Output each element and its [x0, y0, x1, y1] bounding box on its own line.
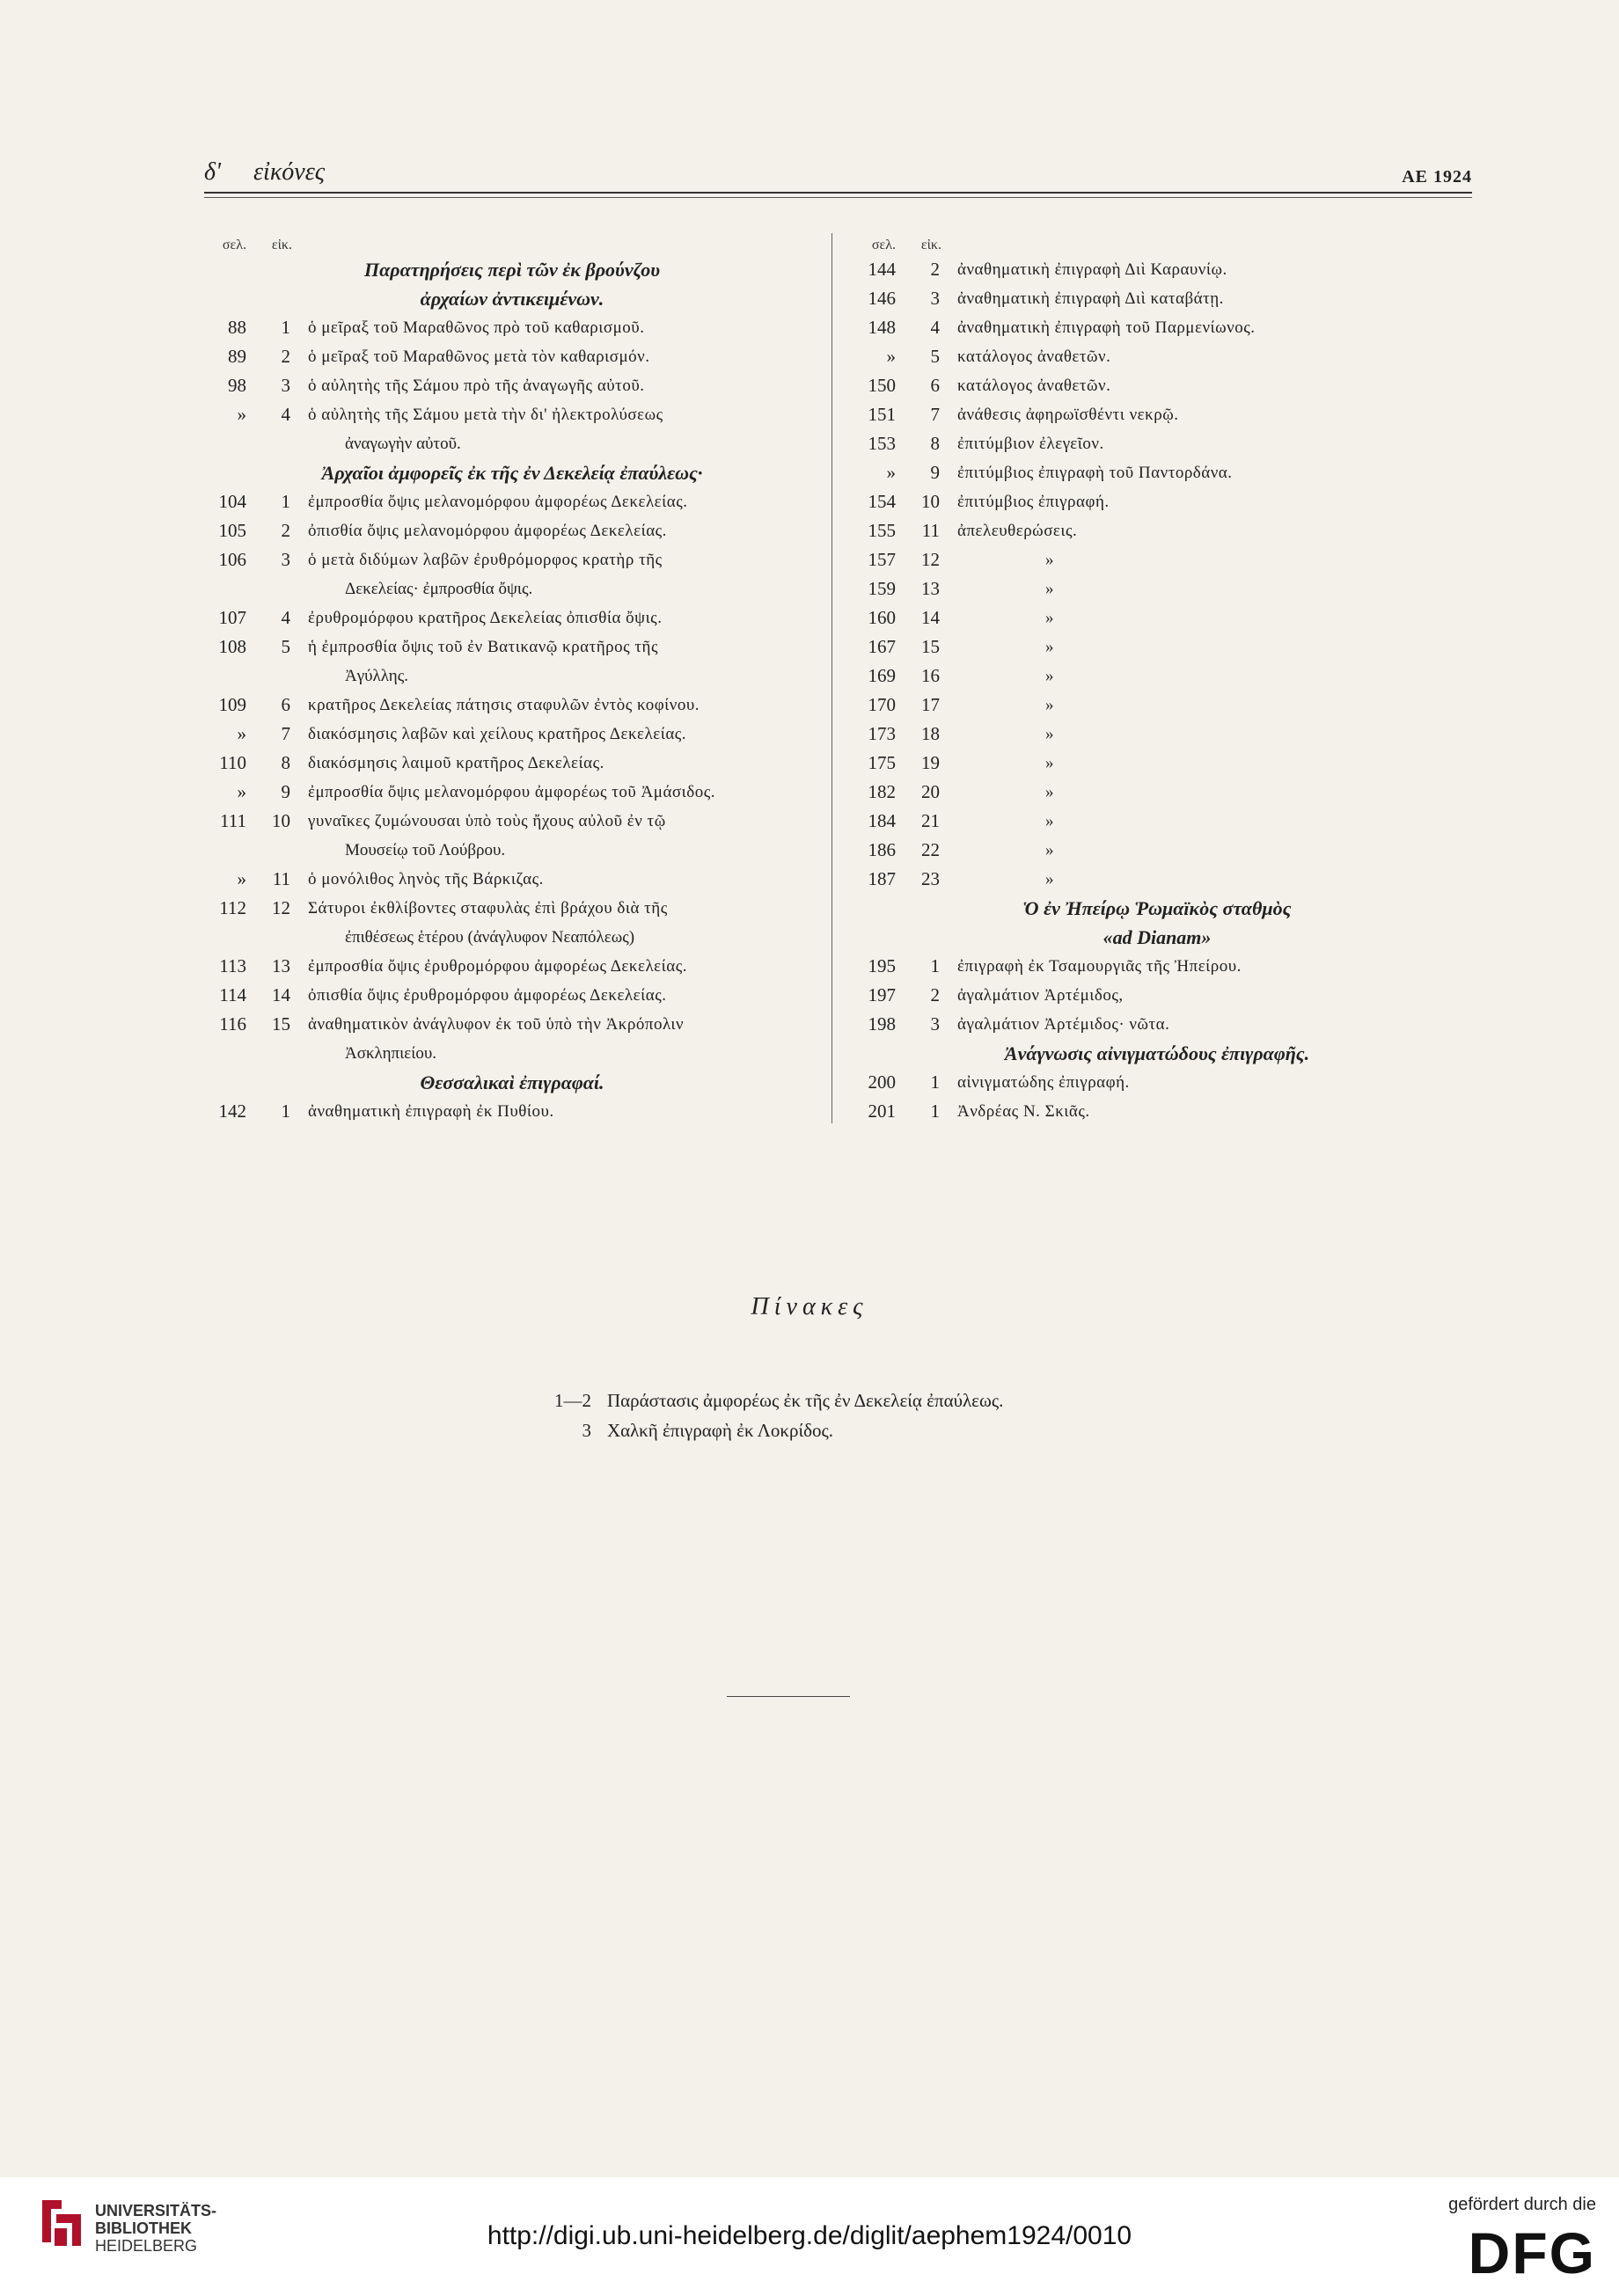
- entry-page: 109: [218, 694, 246, 715]
- entry-text: ἐπιτύμβιος ἐπιγραφὴ τοῦ Παντορδάνα.: [957, 464, 1233, 482]
- entry-page: 157: [868, 549, 896, 570]
- entry-text: »: [1045, 841, 1054, 859]
- entry-figure-number: 12: [272, 897, 290, 918]
- entry-figure-number: 13: [272, 955, 290, 976]
- header-page: σελ.: [222, 238, 246, 252]
- entry-text: ἀγαλμάτιον Ἀρτέμιδος· νῶτα.: [957, 1015, 1170, 1034]
- entry-page: »: [237, 781, 246, 802]
- entry-text: ἀναθηματικὴ ἐπιγραφὴ Διὶ καταβάτῃ.: [957, 289, 1224, 308]
- entry-text: »: [1045, 638, 1054, 656]
- entry-text: ὁ μετὰ διδύμων λαβῶν ἐρυθρόμορφος κρατὴρ τῆς: [308, 551, 663, 569]
- entry-figure-number: 5: [930, 346, 940, 367]
- entry-text: γυναῖκες ζυμώνουσαι ὑπὸ τοὺς ἤχους αὐλοῦ ἐν τῷ: [308, 812, 666, 830]
- entry-text: ἀναθηματικὴ ἐπιγραφὴ ἐκ Πυθίου.: [308, 1102, 554, 1121]
- entry-page: »: [237, 404, 246, 425]
- entry-figure-number: 2: [930, 984, 940, 1005]
- index-entry: [853, 429, 1461, 458]
- entry-figure-number: 1: [930, 955, 940, 976]
- entry-text: κρατῆρος Δεκελείας πάτησις σταφυλῶν ἐντὸς κοφίνου.: [308, 696, 700, 714]
- plate-entry: [538, 1386, 1003, 1415]
- entry-figure-number: 11: [921, 520, 940, 541]
- index-entry: [204, 778, 820, 807]
- entry-continuation: Ἀσκληπιείου.: [345, 1044, 436, 1063]
- entry-figure-number: 2: [930, 259, 940, 280]
- entry-figure-number: 7: [281, 723, 290, 744]
- entry-figure-number: 8: [281, 752, 290, 773]
- index-entry: [204, 807, 820, 836]
- entry-figure-number: 19: [921, 752, 940, 773]
- entry-text: »: [1045, 783, 1054, 801]
- section-heading-cont: «ad Dianam»: [1103, 926, 1212, 948]
- entry-page: 112: [219, 897, 246, 918]
- entry-text: »: [1045, 725, 1054, 743]
- entry-figure-number: 5: [281, 636, 290, 657]
- index-entry: [204, 516, 820, 545]
- entry-text: ὀπισθία ὄψις ἐρυθρομόρφου ἀμφορέως Δεκελείας.: [308, 986, 667, 1005]
- entry-figure-number: 1: [930, 1100, 940, 1122]
- entry-text: ἐπιτύμβιον ἐλεγεῖον.: [957, 435, 1104, 453]
- index-entry: [853, 458, 1461, 487]
- entry-text: ἐμπροσθία ὄψις μελανομόρφου ἀμφορέως Δεκελείας.: [308, 493, 688, 511]
- entry-page: 169: [868, 665, 896, 686]
- plate-number: 3: [582, 1420, 591, 1441]
- entry-figure-number: 2: [281, 520, 290, 541]
- entry-figure-number: 4: [281, 607, 290, 628]
- section-heading: Παρατηρήσεις περὶ τῶν ἐκ βρούνζου: [364, 259, 660, 281]
- entry-page: 170: [868, 694, 896, 715]
- index-entry: [204, 1010, 820, 1039]
- entry-page: 108: [218, 636, 246, 657]
- index-entry: [204, 720, 820, 749]
- index-entry: [853, 778, 1461, 807]
- index-entry: [853, 632, 1461, 662]
- entry-page: 197: [868, 984, 896, 1005]
- entry-page: 184: [868, 810, 896, 831]
- entry-page: »: [237, 723, 246, 744]
- entry-text: »: [1045, 667, 1054, 685]
- index-entry: [204, 632, 820, 662]
- entry-figure-number: 21: [921, 810, 940, 831]
- left-column: [204, 236, 820, 1126]
- entry-figure-number: 20: [921, 781, 940, 802]
- entry-figure-number: 18: [921, 723, 940, 744]
- entry-figure-number: 12: [921, 549, 940, 570]
- entry-page: »: [886, 346, 896, 367]
- entry-text: ἐπιτύμβιος ἐπιγραφή.: [957, 493, 1110, 511]
- running-header: [204, 158, 325, 186]
- entry-text: Ἀνδρέας Ν. Σκιᾶς.: [957, 1102, 1090, 1121]
- entry-text: διακόσμησις λαιμοῦ κρατῆρος Δεκελείας.: [308, 754, 604, 772]
- entry-figure-number: 10: [921, 491, 940, 512]
- entry-page: 167: [868, 636, 896, 657]
- entry-text: ἐμπροσθία ὄψις ἐρυθρομόρφου ἀμφορέως Δεκελείας.: [308, 957, 687, 976]
- entry-text: ἐμπροσθία ὄψις μελανομόρφου ἀμφορέως τοῦ Ἀμάσιδος.: [308, 783, 715, 801]
- entry-text: διακόσμησις λαβῶν καὶ χείλους κρατῆρος Δεκελείας.: [308, 725, 687, 743]
- index-entry: [204, 952, 820, 981]
- index-entry: [853, 545, 1461, 574]
- entry-page: 201: [868, 1100, 896, 1122]
- entry-figure-number: 6: [930, 375, 940, 396]
- entry-page: 144: [868, 259, 896, 280]
- index-entry: [853, 1010, 1461, 1039]
- entry-page: 195: [868, 955, 896, 976]
- entry-continuation: Ἀγύλλης.: [345, 667, 408, 685]
- entry-figure-number: 7: [930, 404, 940, 425]
- entry-figure-number: 14: [921, 607, 940, 628]
- entry-continuation: ἐπιθέσεως ἑτέρου (ἀνάγλυφον Νεαπόλεως): [345, 928, 635, 947]
- entry-text: Σάτυροι ἐκθλίβοντες σταφυλὰς ἐπὶ βράχου διὰ τῆς: [308, 899, 668, 918]
- entry-text: »: [1045, 870, 1054, 888]
- index-entry: [853, 720, 1461, 749]
- entry-text: ὀπισθία ὄψις μελανομόρφου ἀμφορέως Δεκελείας.: [308, 522, 667, 540]
- index-entry: [853, 1068, 1461, 1097]
- entry-text: ἀπελευθερώσεις.: [957, 522, 1078, 540]
- page-label: δ': [204, 158, 222, 186]
- index-entry: [204, 749, 820, 778]
- entry-continuation: Δεκελείας· ἐμπροσθία ὄψις.: [345, 580, 533, 598]
- entry-figure-number: 10: [272, 810, 290, 831]
- entry-page: 182: [868, 781, 896, 802]
- plate-entry: [538, 1415, 1003, 1445]
- index-entry: [853, 313, 1461, 342]
- entry-figure-number: 4: [281, 404, 290, 425]
- index-entry: [853, 255, 1461, 284]
- index-entry: [853, 807, 1461, 836]
- entry-figure-number: 11: [272, 868, 290, 889]
- entry-figure-number: 3: [930, 288, 940, 309]
- index-entry: [853, 516, 1461, 545]
- entry-figure-number: 3: [930, 1013, 940, 1035]
- entry-page: »: [237, 868, 246, 889]
- entry-page: 105: [218, 520, 246, 541]
- entry-text: κατάλογος ἀναθετῶν.: [957, 347, 1111, 366]
- entry-text: ὁ αὐλητὴς τῆς Σάμου μετὰ τὴν δι' ἠλεκτρολύσεως: [308, 406, 663, 424]
- plate-number: 1—2: [554, 1390, 591, 1411]
- entry-text: »: [1045, 696, 1054, 714]
- column-header: [853, 236, 1461, 255]
- entry-text: ἐπιγραφὴ ἐκ Τσαμουργιᾶς τῆς Ἠπείρου.: [957, 957, 1242, 976]
- entry-page: 113: [219, 955, 246, 976]
- entry-page: 111: [220, 810, 246, 831]
- entry-page: 173: [868, 723, 896, 744]
- entry-continuation: Μουσείῳ τοῦ Λούβρου.: [345, 841, 506, 859]
- index-entry: [853, 952, 1461, 981]
- index-entry: [204, 691, 820, 720]
- entry-figure-number: 3: [281, 375, 290, 396]
- index-entry: [204, 981, 820, 1010]
- header-rule: [204, 192, 1472, 194]
- plates-heading: Πίνακες: [751, 1293, 868, 1320]
- library-name-line: UNIVERSITÄTS-: [95, 2202, 217, 2219]
- entry-figure-number: 9: [281, 781, 290, 802]
- index-entry: [853, 574, 1461, 603]
- index-entry: [853, 603, 1461, 632]
- entry-figure-number: 2: [281, 346, 290, 367]
- entry-figure-number: 13: [921, 578, 940, 599]
- index-entry: [853, 400, 1461, 429]
- column-header: [204, 236, 820, 255]
- header-figure: εἰκ.: [271, 238, 292, 252]
- header-figure: εἰκ.: [920, 238, 941, 252]
- index-entry: [853, 662, 1461, 691]
- index-entry: [204, 545, 820, 574]
- entry-page: »: [886, 462, 896, 483]
- header-journal: ΑΕ 1924: [1402, 167, 1472, 186]
- plate-description: Χαλκῆ ἐπιγραφὴ ἐκ Λοκρίδος.: [607, 1420, 834, 1441]
- entry-page: 175: [868, 752, 896, 773]
- entry-page: 110: [219, 752, 246, 773]
- entry-text: »: [1045, 551, 1054, 569]
- entry-page: 150: [868, 375, 896, 396]
- entry-figure-number: 1: [930, 1071, 940, 1093]
- dfg-logo: DFG: [1468, 2220, 1596, 2285]
- entry-page: 116: [219, 1013, 246, 1035]
- entry-continuation: ἀναγωγὴν αὐτοῦ.: [345, 435, 461, 453]
- entry-page: 198: [868, 1013, 896, 1035]
- entry-text: ὁ αὐλητὴς τῆς Σάμου πρὸ τῆς ἀναγωγῆς αὐτοῦ.: [308, 377, 645, 395]
- index-entry: [853, 371, 1461, 400]
- index-entry: [853, 836, 1461, 865]
- entry-figure-number: 9: [930, 462, 940, 483]
- entry-figure-number: 1: [281, 317, 290, 338]
- entry-text: ὁ μονόλιθος ληνὸς τῆς Βάρκιζας.: [308, 870, 544, 888]
- entry-figure-number: 22: [921, 839, 940, 860]
- header-title: εἰκόνες: [253, 158, 326, 186]
- section-heading: Ἀνάγνωσις αἰνιγματώδους ἐπιγραφῆς.: [1004, 1042, 1310, 1064]
- entry-page: 148: [868, 317, 896, 338]
- entry-text: ἡ ἐμπροσθία ὄψις τοῦ ἐν Βατικανῷ κρατῆρος τῆς: [308, 638, 658, 656]
- entry-figure-number: 23: [921, 868, 940, 889]
- section-heading: Ἀρχαῖοι ἀμφορεῖς ἐκ τῆς ἐν Δεκελείᾳ ἐπαύλεως·: [321, 462, 703, 484]
- section-heading: Θεσσαλικαὶ ἐπιγραφαί.: [420, 1071, 604, 1093]
- entry-figure-number: 15: [272, 1013, 290, 1035]
- column-divider: [831, 233, 832, 1123]
- funded-by-text: gefördert durch die: [1448, 2195, 1596, 2214]
- index-entry: [204, 313, 820, 342]
- entry-page: 98: [228, 375, 246, 396]
- index-entry: [204, 342, 820, 371]
- entry-page: 154: [868, 491, 896, 512]
- entry-text: αἰνιγματώδης ἐπιγραφή.: [957, 1073, 1130, 1092]
- entry-figure-number: 4: [930, 317, 940, 338]
- index-entry: [853, 981, 1461, 1010]
- entry-page: 186: [868, 839, 896, 860]
- entry-page: 160: [868, 607, 896, 628]
- index-entry: [204, 1097, 820, 1126]
- index-entry: [853, 749, 1461, 778]
- entry-page: 155: [868, 520, 896, 541]
- entry-page: 146: [868, 288, 896, 309]
- entry-text: »: [1045, 609, 1054, 627]
- entry-page: 106: [218, 549, 246, 570]
- index-entry: [853, 865, 1461, 894]
- index-entry: [204, 603, 820, 632]
- footer: [0, 2177, 1619, 2296]
- entry-text: ἀγαλμάτιον Ἀρτέμιδος,: [957, 986, 1124, 1005]
- index-entry: [204, 487, 820, 516]
- index-entry: [204, 371, 820, 400]
- entry-page: 159: [868, 578, 896, 599]
- entry-text: ὁ μεῖραξ τοῦ Μαραθῶνος πρὸ τοῦ καθαρισμοῦ.: [308, 318, 645, 337]
- index-entry: [204, 400, 820, 429]
- index-entry: [853, 342, 1461, 371]
- header-rule-thin: [204, 197, 1472, 198]
- entry-figure-number: 3: [281, 549, 290, 570]
- entry-page: 153: [868, 433, 896, 454]
- library-name-line: HEIDELBERG: [95, 2237, 198, 2255]
- index-entry: [853, 691, 1461, 720]
- entry-text: ὁ μεῖραξ τοῦ Μαραθῶνος μετὰ τὸν καθαρισμόν.: [308, 347, 650, 366]
- entry-page: 107: [218, 607, 246, 628]
- entry-page: 89: [228, 346, 246, 367]
- entry-figure-number: 6: [281, 694, 290, 715]
- entry-text: ἀναθηματικὴ ἐπιγραφὴ τοῦ Παρμενίωνος.: [957, 318, 1256, 337]
- entry-text: ἐρυθρομόρφου κρατῆρος Δεκελείας ὀπισθία ὄψις.: [308, 609, 663, 627]
- entry-text: κατάλογος ἀναθετῶν.: [957, 377, 1111, 395]
- section-heading-cont: ἀρχαίων ἀντικειμένων.: [420, 288, 604, 310]
- end-rule: [727, 1696, 850, 1697]
- entry-text: »: [1045, 812, 1054, 830]
- entry-page: 142: [218, 1100, 246, 1122]
- index-entry: [204, 894, 820, 923]
- entry-text: »: [1045, 580, 1054, 598]
- source-url[interactable]: http://digi.ub.uni-heidelberg.de/diglit/aephem1924/0010: [487, 2221, 1132, 2250]
- entry-text: ἀναθηματικὸν ἀνάγλυφον ἐκ τοῦ ὑπὸ τὴν Ἀκρόπολιν: [308, 1015, 685, 1034]
- entry-figure-number: 1: [281, 1100, 290, 1122]
- entry-page: 104: [218, 491, 246, 512]
- index-entry: [853, 1097, 1461, 1126]
- entry-page: 88: [228, 317, 246, 338]
- entry-text: »: [1045, 754, 1054, 772]
- index-entry: [204, 865, 820, 894]
- library-name-line: BIBLIOTHEK: [95, 2219, 192, 2237]
- entry-page: 187: [868, 868, 896, 889]
- entry-text: ἀνάθεσις ἀφηρωϊσθέντι νεκρῷ.: [957, 406, 1179, 424]
- entry-figure-number: 15: [921, 636, 940, 657]
- plate-description: Παράστασις ἀμφορέως ἐκ τῆς ἐν Δεκελείᾳ ἐπαύλεως.: [607, 1390, 1004, 1411]
- section-heading: Ὁ ἐν Ἠπείρῳ Ῥωμαϊκὸς σταθμὸς: [1022, 897, 1292, 919]
- header-page: σελ.: [871, 238, 896, 252]
- entry-figure-number: 8: [930, 433, 940, 454]
- plates-list: [538, 1386, 1003, 1445]
- entry-figure-number: 16: [921, 665, 940, 686]
- index-entry: [853, 284, 1461, 313]
- entry-page: 151: [868, 404, 896, 425]
- entry-page: 114: [219, 984, 246, 1005]
- index-entry: [853, 487, 1461, 516]
- entry-figure-number: 14: [272, 984, 290, 1005]
- right-column: [853, 236, 1461, 1126]
- entry-page: 200: [868, 1071, 896, 1093]
- entry-figure-number: 1: [281, 491, 290, 512]
- entry-figure-number: 17: [921, 694, 940, 715]
- entry-text: ἀναθηματικὴ ἐπιγραφὴ Διὶ Καραυνίῳ.: [957, 260, 1227, 279]
